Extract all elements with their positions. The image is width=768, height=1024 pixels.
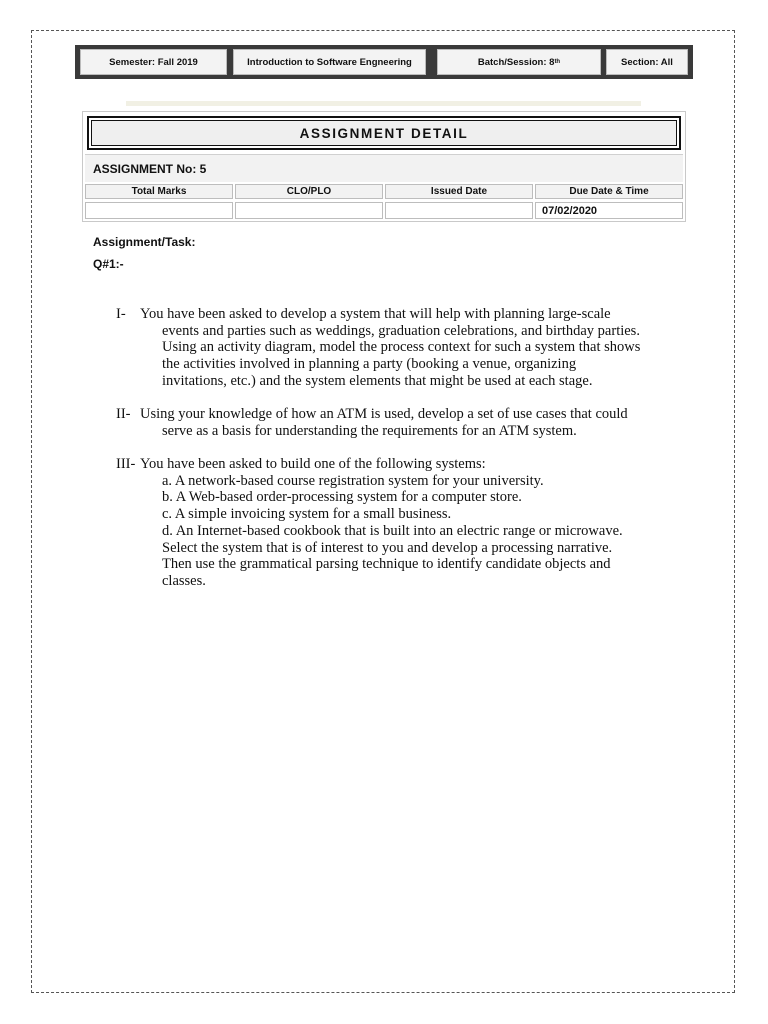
assignment-title: ASSIGNMENT DETAIL	[91, 120, 677, 146]
total-marks-value	[85, 202, 233, 219]
question-2-line: serve as a basis for understanding the requirements for an ATM system.	[162, 422, 577, 439]
question-2	[116, 406, 686, 439]
question-1-first-line: You have been asked to develop a system that will help with planning large-scale	[140, 306, 611, 322]
question-3-first-line: You have been asked to build one of the following systems:	[140, 456, 486, 472]
question-1-line: invitations, etc.) and the system elements that might be used at each stage.	[162, 372, 593, 389]
question-3-line: Then use the grammatical parsing technique to identify candidate objects and	[162, 556, 611, 573]
due-date-value: 07/02/2020	[535, 202, 683, 219]
question-3-line: Select the system that is of interest to you and develop a processing narrative.	[162, 539, 613, 556]
issued-date-header: Issued Date	[385, 184, 533, 199]
question-1-line: events and parties such as weddings, graduation celebrations, and birthday parties.	[162, 322, 640, 339]
due-date-header: Due Date & Time	[535, 184, 683, 199]
assignment-detail-box	[82, 111, 686, 222]
course-title-cell: Introduction to Software Engneering	[233, 49, 426, 75]
question-2-number: II-	[116, 406, 131, 422]
question-1	[116, 306, 686, 390]
question-1-line: the activities involved in planning a party (booking a venue, organizing	[162, 356, 577, 373]
question-3-option-c: c. A simple invoicing system for a small business.	[162, 506, 452, 523]
question-1-number: I-	[116, 306, 126, 322]
total-marks-header: Total Marks	[85, 184, 233, 199]
issued-date-value	[385, 202, 533, 219]
question-3-number: III-	[116, 456, 136, 472]
question-3-option-b: b. A Web-based order-processing system for a computer store.	[162, 489, 522, 506]
decorative-strip	[126, 101, 641, 106]
question-3-option-a: a. A network-based course registration system for your university.	[162, 472, 544, 489]
semester-cell: Semester: Fall 2019	[80, 49, 227, 75]
assignment-title-frame	[87, 116, 681, 150]
question-1-line: Using an activity diagram, model the process context for such a system that shows	[162, 339, 641, 356]
question-3-line: classes.	[162, 572, 206, 589]
batch-session-cell: Batch/Session: 8 th	[437, 49, 601, 75]
clo-plo-header: CLO/PLO	[235, 184, 383, 199]
section-cell: Section: All	[606, 49, 688, 75]
clo-plo-value	[235, 202, 383, 219]
question-label: Q#1:-	[93, 257, 124, 271]
course-header-bar	[75, 45, 693, 79]
question-3	[116, 456, 686, 590]
assignment-task-label: Assignment/Task:	[93, 235, 196, 249]
question-3-option-d: d. An Internet-based cookbook that is built into an electric range or microwave.	[162, 522, 623, 539]
question-2-first-line: Using your knowledge of how an ATM is used, develop a set of use cases that could	[140, 406, 628, 422]
assignment-number: ASSIGNMENT No: 5	[85, 154, 683, 182]
